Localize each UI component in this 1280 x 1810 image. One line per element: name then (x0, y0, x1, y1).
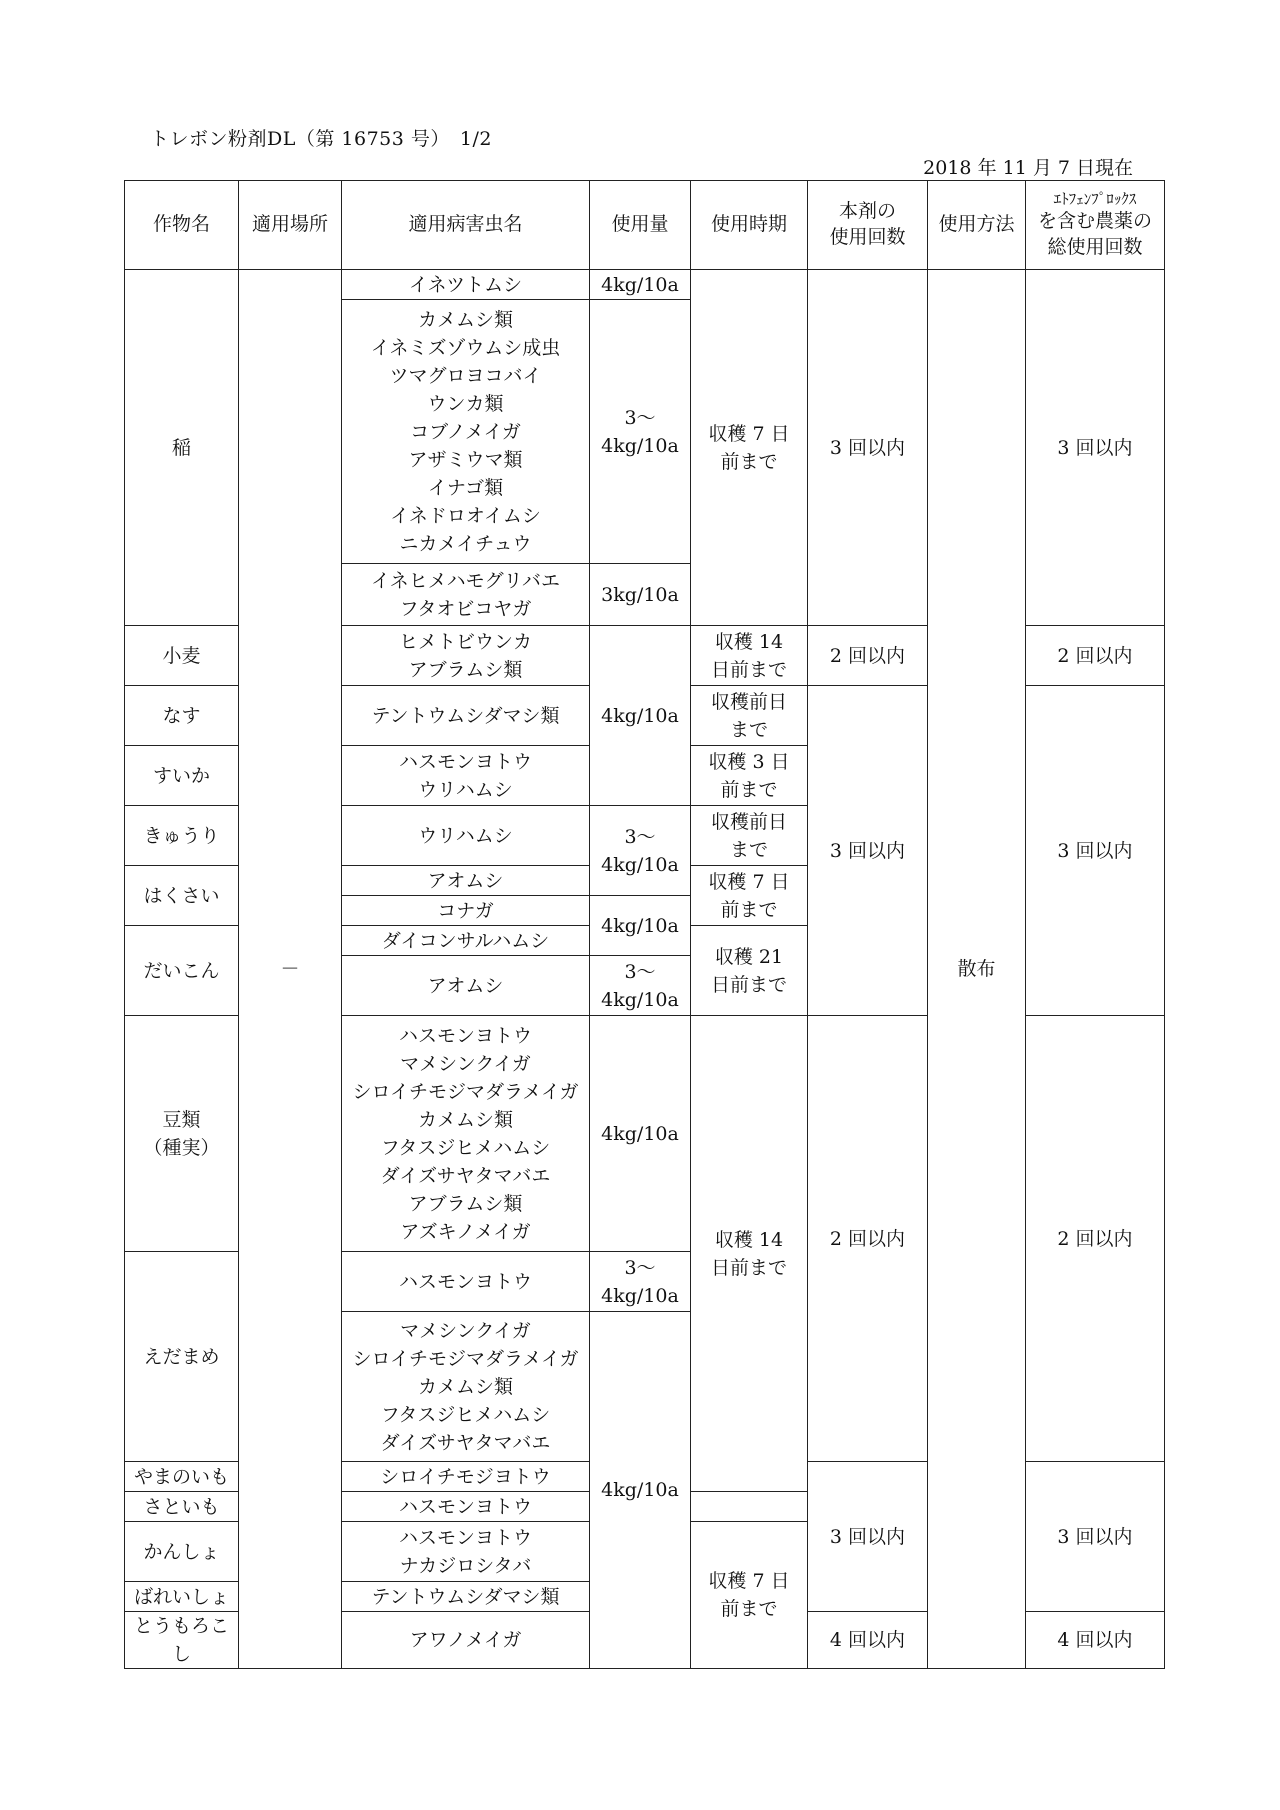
header-total-line1: ｴﾄﾌｪﾝﾌﾟﾛｯｸｽ (1053, 190, 1137, 209)
pest-cell: ヒメトビウンカ アブラムシ類 (342, 626, 590, 686)
count-cell: 2 回以内 (808, 626, 928, 686)
pest-cell: ハスモンヨトウ ナカジロシタバ (342, 1522, 590, 1582)
crop-cell: 稲 (125, 270, 239, 626)
pest-cell: ハスモンヨトウ マメシンクイガ シロイチモジマダラメイガ カメムシ類 フタスジヒメハムシ ダイズサヤタマバエ アブラムシ類 アズキノメイガ (342, 1016, 590, 1252)
pest-cell: テントウムシダマシ類 (342, 1582, 590, 1612)
total-cell: 2 回以内 (1026, 1016, 1165, 1462)
crop-cell: 豆類 （種実） (125, 1016, 239, 1252)
crop-cell: なす (125, 686, 239, 746)
pest-cell: テントウムシダマシ類 (342, 686, 590, 746)
amount-cell: 4kg/10a (590, 626, 691, 806)
amount-cell: 4kg/10a (590, 270, 691, 300)
header-timing: 使用時期 (691, 181, 808, 270)
application-table (124, 180, 1165, 1669)
header-amount: 使用量 (590, 181, 691, 270)
count-cell: 2 回以内 (808, 1016, 928, 1462)
header-pest: 適用病害虫名 (342, 181, 590, 270)
pest-cell: ウリハムシ (342, 806, 590, 866)
crop-cell: やまのいも (125, 1462, 239, 1492)
place-cell: － (239, 270, 342, 1669)
document-title: トレボン粉剤DL（第 16753 号） 1/2 (150, 128, 492, 150)
crop-cell: ばれいしょ (125, 1582, 239, 1612)
pest-cell: シロイチモジヨトウ (342, 1462, 590, 1492)
timing-cell: 収穫前日 まで (691, 686, 808, 746)
pest-cell: マメシンクイガ シロイチモジマダラメイガ カメムシ類 フタスジヒメハムシ ダイズサヤタマバエ (342, 1312, 590, 1462)
pest-cell: ハスモンヨトウ (342, 1492, 590, 1522)
amount-cell: 3～ 4kg/10a (590, 1252, 691, 1312)
header-place: 適用場所 (239, 181, 342, 270)
header-total (1026, 181, 1165, 270)
amount-cell: 3～ 4kg/10a (590, 956, 691, 1016)
table-row (125, 270, 1165, 300)
amount-cell: 4kg/10a (590, 1016, 691, 1252)
crop-cell: かんしょ (125, 1522, 239, 1582)
pest-cell: ダイコンサルハムシ (342, 926, 590, 956)
crop-cell: 小麦 (125, 626, 239, 686)
pest-cell: アオムシ (342, 956, 590, 1016)
timing-cell: 収穫 7 日 前まで (691, 1522, 808, 1669)
timing-cell: 収穫 14 日前まで (691, 1016, 808, 1492)
count-cell: 3 回以内 (808, 270, 928, 626)
crop-cell: さといも (125, 1492, 239, 1522)
amount-cell: 4kg/10a (590, 896, 691, 956)
total-cell: 3 回以内 (1026, 1462, 1165, 1612)
header-total-line3: 総使用回数 (1047, 236, 1143, 259)
header-crop: 作物名 (125, 181, 239, 270)
crop-cell: すいか (125, 746, 239, 806)
amount-cell: 3kg/10a (590, 564, 691, 626)
header-count-line1: 本剤の (838, 200, 896, 223)
timing-cell: 収穫 3 日 前まで (691, 746, 808, 806)
timing-cell: 収穫前日 まで (691, 806, 808, 866)
pest-cell: ハスモンヨトウ ウリハムシ (342, 746, 590, 806)
header-total-line2: を含む農薬の (1037, 210, 1152, 233)
timing-cell: 収穫 21 日前まで (691, 926, 808, 1016)
header-method: 使用方法 (928, 181, 1026, 270)
total-cell: 3 回以内 (1026, 686, 1165, 1016)
crop-cell: きゅうり (125, 806, 239, 866)
count-cell: 3 回以内 (808, 1462, 928, 1612)
pest-cell: イネヒメハモグリバエ フタオビコヤガ (342, 564, 590, 626)
pest-cell: ハスモンヨトウ (342, 1252, 590, 1312)
method-cell: 散布 (928, 270, 1026, 1669)
pest-cell: カメムシ類 イネミズゾウムシ成虫 ツマグロヨコバイ ウンカ類 コブノメイガ アザミウマ類 イナゴ類 イネドロオイムシ ニカメイチュウ (342, 300, 590, 564)
pest-cell: アオムシ (342, 866, 590, 896)
crop-cell: とうもろこし (125, 1612, 239, 1669)
total-cell: 2 回以内 (1026, 626, 1165, 686)
header-row (125, 181, 1165, 270)
document-date: 2018 年 11 月 7 日現在 (923, 157, 1133, 179)
total-cell: 4 回以内 (1026, 1612, 1165, 1669)
header-count-line2: 使用回数 (829, 226, 906, 248)
crop-cell: えだまめ (125, 1252, 239, 1462)
amount-cell: 3～ 4kg/10a (590, 300, 691, 564)
pest-cell: アワノメイガ (342, 1612, 590, 1669)
header-count (808, 181, 928, 270)
pest-cell: イネツトムシ (342, 270, 590, 300)
pest-cell: コナガ (342, 896, 590, 926)
timing-cell: 収穫 7 日 前まで (691, 270, 808, 626)
amount-cell: 4kg/10a (590, 1312, 691, 1669)
crop-cell: はくさい (125, 866, 239, 926)
count-cell: 4 回以内 (808, 1612, 928, 1669)
timing-cell: 収穫 14 日前まで (691, 626, 808, 686)
amount-cell: 3～ 4kg/10a (590, 806, 691, 896)
timing-cell: 収穫 7 日 前まで (691, 866, 808, 926)
crop-cell: だいこん (125, 926, 239, 1016)
count-cell: 3 回以内 (808, 686, 928, 1016)
total-cell: 3 回以内 (1026, 270, 1165, 626)
